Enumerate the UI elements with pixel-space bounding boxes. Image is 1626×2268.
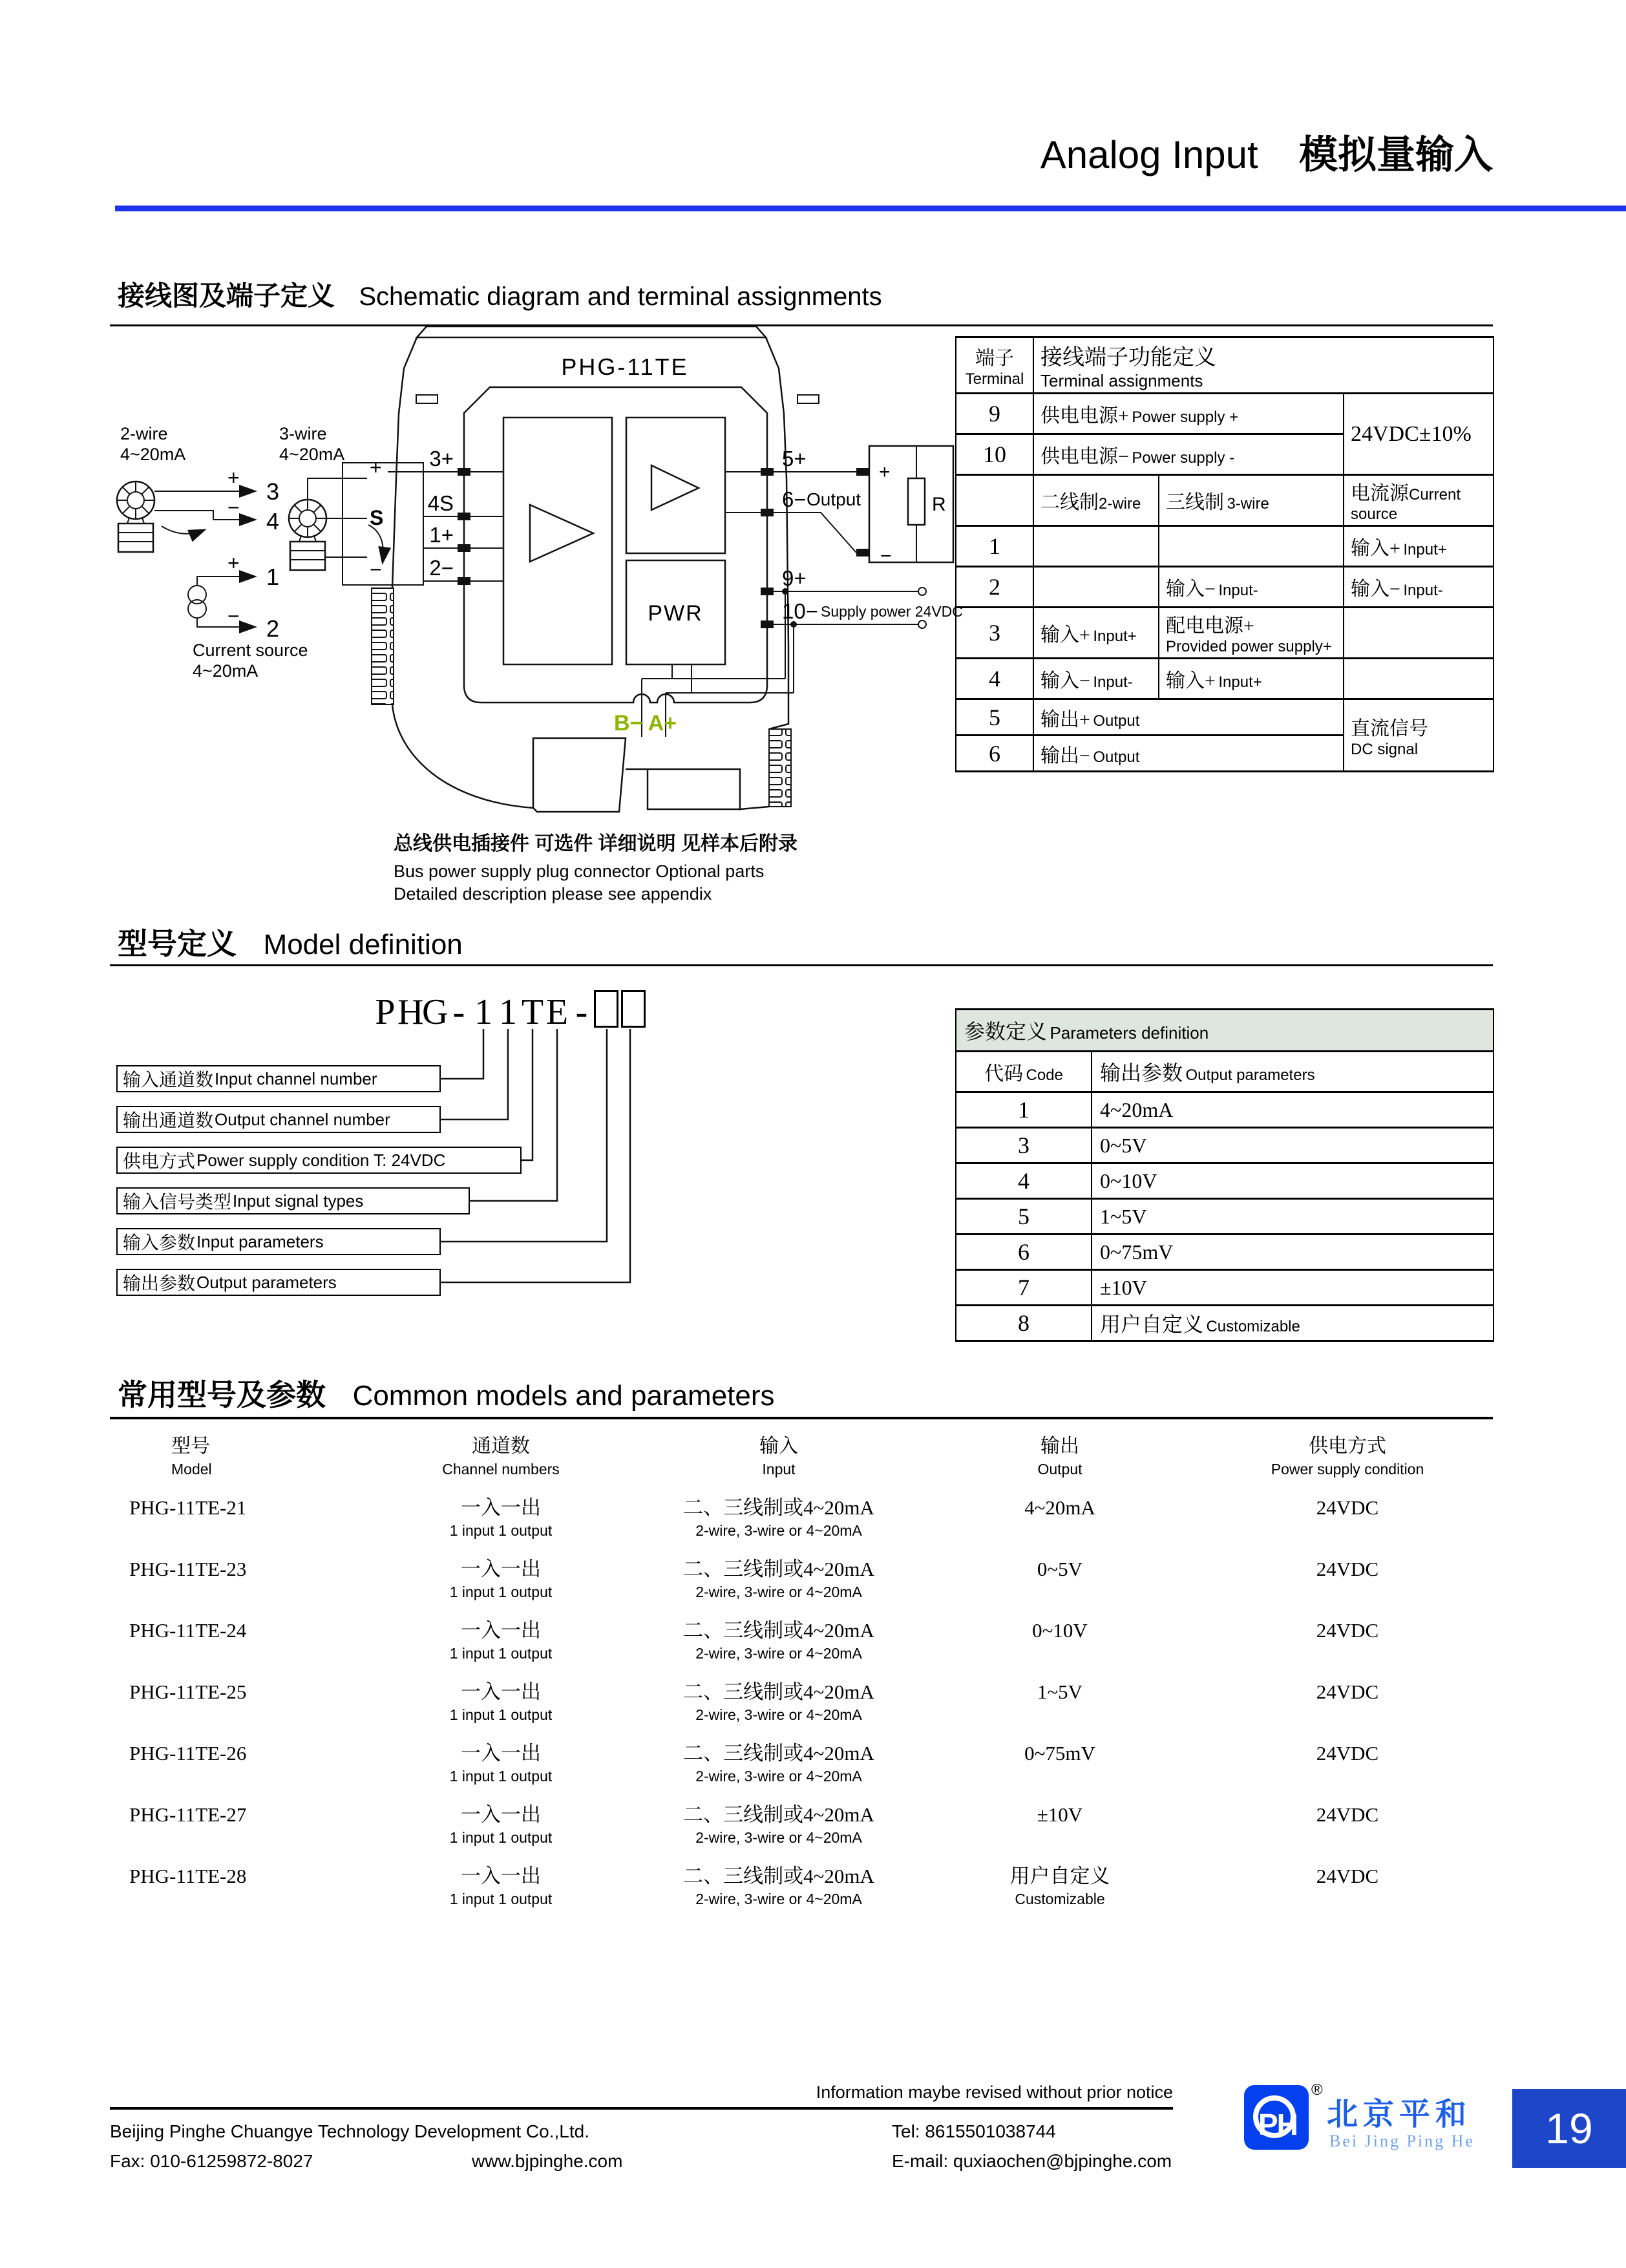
hdr-zh: 供电方式 bbox=[1309, 1436, 1386, 1457]
code-char: E bbox=[545, 992, 569, 1032]
model-channels: 一入一出 1 input 1 output bbox=[449, 1558, 553, 1600]
param-code: 6 bbox=[956, 1235, 1092, 1270]
table-row bbox=[956, 1128, 1494, 1163]
wire3-num: 3 bbox=[266, 478, 280, 505]
model-channels: 一入一出 1 input 1 output bbox=[449, 1496, 553, 1539]
hdr-en: Output bbox=[1037, 1461, 1082, 1478]
load-plus-label: + bbox=[879, 461, 891, 483]
page-title bbox=[0, 124, 1493, 180]
model-input: 二、三线制或4~20mA 2-wire, 3-wire or 4~20mA bbox=[683, 1496, 874, 1539]
tx2-label-1: 2-wire bbox=[120, 424, 168, 443]
wire2-num: 2 bbox=[266, 615, 280, 642]
tx2-label-2: 4~20mA bbox=[120, 445, 186, 464]
param-value: 0~5V bbox=[1100, 1133, 1147, 1157]
code-char: T bbox=[521, 992, 544, 1032]
term-no-9: 9 bbox=[956, 394, 1033, 434]
model-output: 1~5V bbox=[1037, 1680, 1083, 1703]
supply-terminal-plus bbox=[918, 588, 926, 595]
r3-w3-zh: 配电电源+ bbox=[1166, 615, 1254, 637]
model-def-box-input-params bbox=[116, 1228, 441, 1255]
terminal-10minus bbox=[761, 620, 774, 628]
tx3-label-1: 3-wire bbox=[279, 424, 327, 443]
terminal-10minus-label: 10− bbox=[782, 599, 818, 623]
table-row bbox=[956, 526, 1494, 567]
box-en: Input channel number bbox=[215, 1068, 377, 1088]
param-code: 3 bbox=[956, 1128, 1092, 1163]
w3-en: 3-wire bbox=[1227, 495, 1269, 513]
table-row bbox=[956, 1199, 1494, 1235]
param-code: 1 bbox=[956, 1092, 1092, 1128]
terminal-2minus-label: 2− bbox=[429, 556, 454, 580]
r2-cs-en: Input- bbox=[1403, 582, 1443, 599]
model-power: 24VDC bbox=[1316, 1742, 1379, 1765]
model-input: 二、三线制或4~20mA 2-wire, 3-wire or 4~20mA bbox=[683, 1865, 874, 1907]
table-row bbox=[956, 608, 1494, 659]
code-char: 1 bbox=[499, 992, 517, 1032]
hdr-en: Input bbox=[762, 1461, 796, 1478]
section-wiring-title-en: Schematic diagram and terminal assignments bbox=[359, 282, 882, 311]
section-model-title bbox=[118, 920, 463, 963]
load-resistor bbox=[908, 478, 925, 525]
model-def-box-power-supply bbox=[116, 1147, 522, 1174]
w2-zh: 二线制 bbox=[1040, 492, 1099, 513]
col-out-zh: 输出参数 bbox=[1100, 1061, 1183, 1085]
footer-email: E-mail: quxiaochen@bjpinghe.com bbox=[892, 2151, 1172, 2171]
model-input: 二、三线制或4~20mA 2-wire, 3-wire or 4~20mA bbox=[683, 1680, 874, 1723]
terminal-4s bbox=[458, 513, 470, 520]
section-common-title bbox=[118, 1372, 775, 1414]
model-channels: 一入一出 1 input 1 output bbox=[449, 1742, 553, 1785]
dc-signal-zh: 直流信号 bbox=[1351, 717, 1428, 739]
code-box-output-param bbox=[621, 990, 646, 1028]
term-no-1: 1 bbox=[956, 526, 1033, 567]
model-def-box-input-channel bbox=[116, 1065, 441, 1092]
r1-cs-en: Input+ bbox=[1403, 541, 1447, 558]
models-hdr-output bbox=[918, 1434, 1202, 1493]
model-output: 0~75mV bbox=[1024, 1742, 1095, 1765]
dc-signal-en: DC signal bbox=[1351, 740, 1419, 758]
model-name: PHG-11TE-28 bbox=[129, 1865, 247, 1887]
wire2-minus: − bbox=[227, 604, 240, 628]
wire1-num: 1 bbox=[266, 564, 280, 590]
schematic-note-en1: Bus power supply plug connector Optional parts bbox=[394, 862, 765, 881]
model-input: 二、三线制或4~20mA 2-wire, 3-wire or 4~20mA bbox=[683, 1803, 874, 1846]
r9-zh: 供电电源+ bbox=[1040, 405, 1129, 427]
model-power: 24VDC bbox=[1316, 1865, 1379, 1887]
param-value: ±10V bbox=[1100, 1275, 1147, 1299]
logo-monogram: PH bbox=[1258, 2108, 1297, 2141]
w2-en: 2-wire bbox=[1099, 495, 1141, 513]
param-code: 4 bbox=[956, 1163, 1092, 1199]
r4-w3-en: Input+ bbox=[1218, 673, 1262, 691]
amp-triangle-output bbox=[651, 465, 699, 510]
load-terminal-plus bbox=[856, 468, 869, 476]
model-def-box-output-params bbox=[116, 1269, 441, 1296]
output-stage-block bbox=[626, 418, 725, 553]
terminal-6minus-label: 6− bbox=[782, 487, 807, 511]
wire1-plus: + bbox=[227, 551, 240, 575]
r10-en: Power supply - bbox=[1132, 449, 1235, 467]
wire4-minus: − bbox=[227, 496, 240, 519]
footer-website: www.bjpinghe.com bbox=[472, 2151, 623, 2171]
model-power: 24VDC bbox=[1316, 1558, 1379, 1580]
r5-zh: 输出+ bbox=[1040, 708, 1090, 730]
box-zh: 输入信号类型 bbox=[123, 1192, 232, 1213]
param-value: 0~75mV bbox=[1100, 1240, 1174, 1264]
model-name: PHG-11TE-21 bbox=[129, 1496, 247, 1519]
r2-w3-en: Input- bbox=[1218, 582, 1258, 599]
hdr-en: Model bbox=[171, 1461, 212, 1478]
terminal-9plus bbox=[761, 588, 774, 595]
term-no-2: 2 bbox=[956, 567, 1033, 608]
table-row bbox=[956, 1306, 1494, 1341]
supply-label: Supply power 24VDC bbox=[821, 603, 963, 620]
col-code-en: Code bbox=[1026, 1066, 1063, 1084]
terminal-9plus-label: 9+ bbox=[782, 566, 807, 590]
header-accent-rule bbox=[115, 206, 1626, 211]
params-title-en: Parameters definition bbox=[1050, 1023, 1209, 1043]
model-name: PHG-11TE-24 bbox=[129, 1619, 247, 1642]
device-model-label: PHG-11TE bbox=[561, 354, 689, 380]
section-common-title-en: Common models and parameters bbox=[352, 1380, 775, 1412]
term-no-5: 5 bbox=[956, 699, 1033, 736]
terminal-1plus-label: 1+ bbox=[429, 523, 454, 547]
code-char: G bbox=[422, 992, 449, 1032]
code-char: H bbox=[397, 992, 424, 1032]
section-model-title-en: Model definition bbox=[263, 929, 463, 960]
table-row bbox=[956, 475, 1494, 526]
table-row bbox=[956, 337, 1494, 394]
box-zh: 输出参数 bbox=[123, 1274, 196, 1294]
model-name: PHG-11TE-25 bbox=[129, 1680, 247, 1703]
tx3-minus: − bbox=[370, 558, 382, 581]
table-row bbox=[956, 1270, 1494, 1306]
table-row bbox=[956, 1092, 1494, 1128]
current-source-label-2: 4~20mA bbox=[193, 661, 259, 681]
terminal-table bbox=[955, 336, 1494, 772]
table-row bbox=[956, 394, 1494, 434]
terminal-6minus bbox=[761, 509, 774, 516]
load-terminal-minus bbox=[856, 549, 869, 556]
model-def-box-input-signal bbox=[116, 1187, 470, 1214]
load-minus-label: − bbox=[880, 546, 892, 567]
terminal-3plus bbox=[458, 468, 470, 476]
model-input: 二、三线制或4~20mA 2-wire, 3-wire or 4~20mA bbox=[683, 1742, 874, 1785]
model-output: 用户自定义 Customizable bbox=[1009, 1865, 1110, 1907]
params-table bbox=[955, 1008, 1494, 1342]
r2-cs-zh: 输入− bbox=[1351, 578, 1400, 600]
pwr-label: PWR bbox=[648, 601, 703, 626]
param-code: 5 bbox=[956, 1199, 1092, 1235]
amp-triangle-input bbox=[530, 505, 593, 562]
model-channels: 一入一出 1 input 1 output bbox=[449, 1865, 553, 1907]
param-value: 4~20mA bbox=[1100, 1097, 1174, 1121]
models-hdr-channels bbox=[362, 1434, 640, 1493]
models-hdr-input bbox=[640, 1434, 918, 1493]
table-row bbox=[956, 1235, 1494, 1270]
terminal-3plus-label: 3+ bbox=[429, 447, 454, 471]
code-char: - bbox=[452, 992, 465, 1032]
table-row bbox=[956, 1010, 1494, 1052]
tx3-label-2: 4~20mA bbox=[279, 445, 345, 464]
r4-w3-zh: 输入+ bbox=[1166, 670, 1216, 692]
page-title-en: Analog Input bbox=[1040, 133, 1258, 176]
footer-company: Beijing Pinghe Chuangye Technology Development Co.,Ltd. bbox=[110, 2121, 589, 2141]
r9-en: Power supply + bbox=[1132, 408, 1239, 426]
r4-w2-en: Input- bbox=[1093, 673, 1133, 691]
r4-w2-zh: 输入− bbox=[1040, 670, 1090, 692]
param-code: 7 bbox=[956, 1270, 1092, 1306]
model-input: 二、三线制或4~20mA 2-wire, 3-wire or 4~20mA bbox=[683, 1558, 874, 1600]
footer-fax: Fax: 010-61259872-8027 bbox=[110, 2151, 313, 2171]
models-table bbox=[110, 1434, 1493, 1925]
wire4-num: 4 bbox=[266, 508, 280, 535]
section-common-title-zh: 常用型号及参数 bbox=[118, 1378, 326, 1412]
col-out-en: Output parameters bbox=[1185, 1066, 1315, 1084]
table-row bbox=[956, 1163, 1494, 1199]
hdr-assign-en: Terminal assignments bbox=[1040, 371, 1203, 390]
logo-company-pinyin: Bei Jing Ping He bbox=[1329, 2132, 1475, 2150]
box-zh: 输出通道数 bbox=[123, 1111, 214, 1131]
hdr-terminal-en: Terminal bbox=[965, 370, 1024, 388]
box-zh: 输入通道数 bbox=[123, 1070, 214, 1090]
section-common-rule bbox=[110, 1417, 1493, 1419]
table-row bbox=[956, 699, 1494, 736]
w3-zh: 三线制 bbox=[1166, 492, 1224, 513]
model-name: PHG-11TE-23 bbox=[129, 1558, 247, 1580]
hdr-assign-zh: 接线端子功能定义 bbox=[1040, 346, 1216, 370]
schematic-note-zh: 总线供电插接件 可选件 详细说明 见样本后附录 bbox=[394, 833, 798, 854]
table-row bbox=[956, 659, 1494, 699]
col-code-zh: 代码 bbox=[984, 1063, 1024, 1085]
section-model-rule bbox=[110, 964, 1493, 966]
company-logo bbox=[1244, 2083, 1503, 2160]
box-zh: 输入参数 bbox=[123, 1233, 196, 1253]
cs-zh: 电流源 bbox=[1351, 483, 1409, 504]
wiring-schematic bbox=[110, 284, 973, 918]
code-box-input-param bbox=[594, 990, 618, 1028]
param-value: 用户自定义 bbox=[1100, 1313, 1204, 1336]
page-title-zh: 模拟量输入 bbox=[1299, 133, 1493, 176]
terminal-5plus bbox=[761, 468, 774, 476]
logo-registered-mark: ® bbox=[1311, 2081, 1323, 2099]
wire3-plus: + bbox=[227, 466, 240, 489]
model-channels: 一入一出 1 input 1 output bbox=[449, 1680, 553, 1723]
r2-w3-zh: 输入− bbox=[1166, 578, 1216, 600]
tx3-s: S bbox=[370, 506, 384, 529]
supply-terminal-minus bbox=[918, 620, 926, 628]
r3-w3-en: Provided power supply+ bbox=[1166, 638, 1332, 655]
model-output: 0~5V bbox=[1037, 1558, 1083, 1580]
terminal-5plus-label: 5+ bbox=[782, 447, 807, 471]
table-row bbox=[956, 1052, 1494, 1092]
hdr-zh: 输出 bbox=[1040, 1436, 1079, 1457]
cs-en: Current source bbox=[1351, 486, 1461, 523]
r6-zh: 输出− bbox=[1040, 745, 1090, 767]
param-value: 0~10V bbox=[1100, 1169, 1157, 1192]
r6-en: Output bbox=[1093, 748, 1140, 766]
output-label: Output bbox=[807, 489, 861, 509]
box-zh: 供电方式 bbox=[123, 1152, 196, 1172]
model-output: 0~10V bbox=[1032, 1619, 1088, 1642]
model-name: PHG-11TE-27 bbox=[129, 1803, 247, 1826]
current-source-symbol-a bbox=[188, 586, 206, 604]
model-power: 24VDC bbox=[1316, 1680, 1379, 1703]
term-no-10: 10 bbox=[956, 434, 1033, 475]
model-power: 24VDC bbox=[1316, 1619, 1379, 1642]
tx3-plus: + bbox=[370, 456, 382, 479]
r10-zh: 供电电源− bbox=[1040, 446, 1129, 467]
hdr-en: Channel numbers bbox=[442, 1461, 560, 1478]
term-no-4: 4 bbox=[956, 659, 1033, 699]
section-model-title-zh: 型号定义 bbox=[118, 927, 237, 960]
current-source-symbol-b bbox=[188, 600, 206, 618]
models-hdr-model bbox=[110, 1434, 362, 1493]
term-no-6: 6 bbox=[956, 736, 1033, 772]
supply-voltage: 24VDC±10% bbox=[1344, 394, 1494, 475]
logo-company-zh: 北京平和 bbox=[1327, 2097, 1472, 2132]
model-power: 24VDC bbox=[1316, 1496, 1379, 1519]
code-char: P bbox=[375, 992, 396, 1032]
box-en: Input signal types bbox=[233, 1191, 364, 1211]
hdr-en: Power supply condition bbox=[1271, 1461, 1424, 1478]
load-r-label: R bbox=[932, 494, 946, 515]
logo-mark bbox=[1244, 2085, 1309, 2150]
params-title-zh: 参数定义 bbox=[964, 1020, 1048, 1043]
term-no-3: 3 bbox=[956, 608, 1033, 659]
footer-notice: Information maybe revised without prior notice bbox=[816, 2083, 1173, 2102]
model-name: PHG-11TE-26 bbox=[129, 1742, 247, 1765]
models-hdr-power bbox=[1202, 1434, 1493, 1493]
page-number: 19 bbox=[1545, 2104, 1593, 2152]
footer-tel: Tel: 8615501038744 bbox=[892, 2121, 1056, 2141]
model-def-box-output-channel bbox=[116, 1106, 441, 1133]
model-channels: 一入一出 1 input 1 output bbox=[449, 1619, 553, 1662]
page-number-badge bbox=[1512, 2089, 1626, 2168]
param-value: 1~5V bbox=[1100, 1204, 1147, 1228]
box-en: Input parameters bbox=[196, 1231, 324, 1251]
r1-cs-zh: 输入+ bbox=[1351, 538, 1400, 559]
terminal-1plus bbox=[458, 544, 470, 552]
hdr-zh: 型号 bbox=[171, 1436, 210, 1457]
footer-rule bbox=[110, 2107, 1173, 2110]
param-code: 8 bbox=[956, 1306, 1092, 1341]
current-source-label-1: Current source bbox=[193, 641, 308, 660]
terminal-4s-label: 4S bbox=[427, 491, 454, 515]
module-face bbox=[464, 387, 767, 703]
schematic-note-en2: Detailed description please see appendix bbox=[394, 884, 712, 904]
terminal-2minus bbox=[458, 577, 470, 585]
hdr-terminal-zh: 端子 bbox=[975, 348, 1014, 369]
r5-en: Output bbox=[1093, 712, 1140, 730]
hdr-zh: 输入 bbox=[759, 1436, 798, 1457]
input-stage-block bbox=[503, 418, 612, 664]
table-row bbox=[956, 567, 1494, 608]
bus-label: B− A+ bbox=[614, 711, 677, 736]
box-en: Output parameters bbox=[196, 1272, 337, 1292]
section-wiring-title-zh: 接线图及端子定义 bbox=[118, 281, 335, 311]
model-input: 二、三线制或4~20mA 2-wire, 3-wire or 4~20mA bbox=[683, 1619, 874, 1662]
model-channels: 一入一出 1 input 1 output bbox=[449, 1803, 553, 1846]
hdr-zh: 通道数 bbox=[472, 1436, 530, 1457]
model-output: ±10V bbox=[1037, 1803, 1083, 1826]
box-en: Power supply condition T: 24VDC bbox=[196, 1150, 446, 1170]
box-en: Output channel number bbox=[215, 1109, 390, 1129]
param-value-en: Customizable bbox=[1206, 1318, 1300, 1335]
model-power: 24VDC bbox=[1316, 1803, 1379, 1826]
code-char: - bbox=[575, 992, 588, 1032]
model-output: 4~20mA bbox=[1024, 1496, 1095, 1519]
r3-w2-zh: 输入+ bbox=[1040, 624, 1090, 646]
r3-w2-en: Input+ bbox=[1093, 628, 1137, 645]
code-char: 1 bbox=[474, 992, 492, 1032]
